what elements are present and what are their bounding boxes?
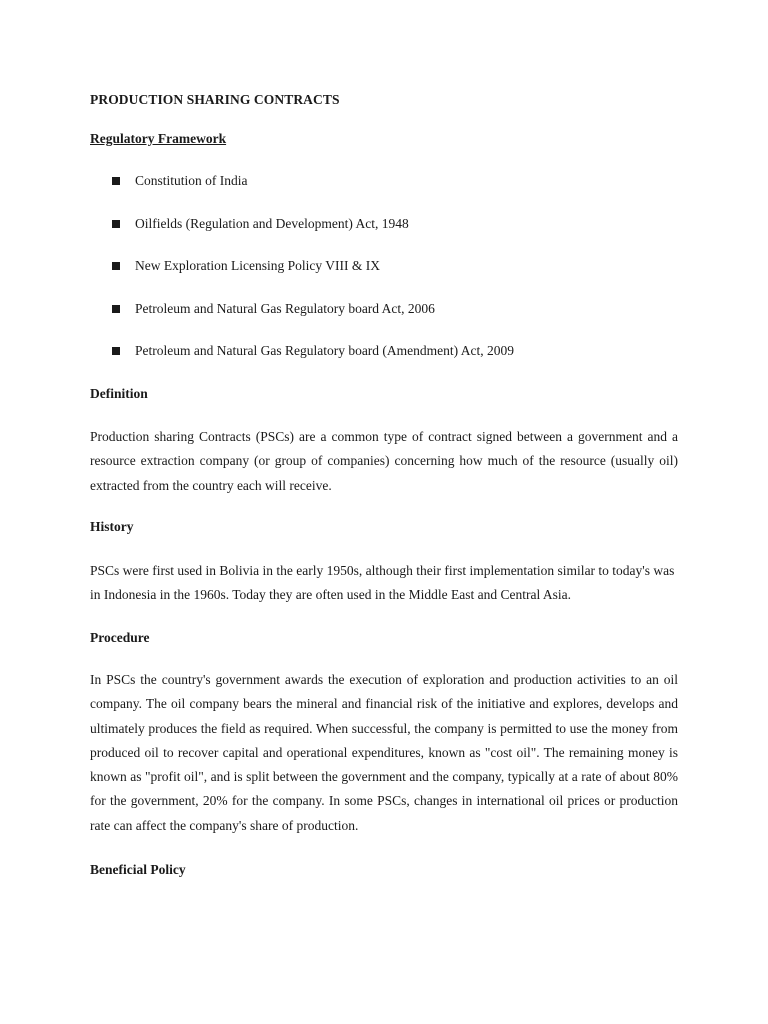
square-bullet-icon [112, 177, 120, 185]
square-bullet-icon [112, 347, 120, 355]
regulatory-framework-list [90, 172, 678, 385]
beneficial-policy-heading: Beneficial Policy [90, 862, 186, 877]
list-item [90, 215, 678, 258]
procedure-paragraph: In PSCs the country's government awards the execution of exploration and production activities to an oil company. The oil company bears the mineral and financial risk of the initiative and explores, develops and ultimately produces the field as required. When successful, the company is permitted to use the money from produced oil to recover capital and operational expenditures, known as "cost oil". The remaining money is known as "profit oil", and is split between the government and the company, typically at a rate of about 80% for the government, 20% for the company. In some PSCs, changes in international oil prices or production rate can affect the company's share of production. [90, 672, 678, 833]
square-bullet-icon [112, 220, 120, 228]
list-item [90, 342, 678, 385]
list-item-text: Oilfields (Regulation and Development) Act, 1948 [135, 215, 409, 231]
list-item [90, 172, 678, 215]
list-item-text: Constitution of India [135, 173, 248, 188]
list-item [90, 300, 678, 343]
list-item [90, 257, 678, 300]
history-heading: History [90, 519, 134, 534]
history-paragraph: PSCs were first used in Bolivia in the early 1950s, although their first implementation similar to today's was in Indonesia in the 1960s. Today they are often used in the Middle East and Central Asia. [90, 563, 675, 603]
square-bullet-icon [112, 262, 120, 270]
regulatory-framework-heading: Regulatory Framework [90, 131, 227, 146]
document-title: PRODUCTION SHARING CONTRACTS [90, 92, 340, 107]
procedure-heading: Procedure [90, 630, 150, 645]
list-item-text: New Exploration Licensing Policy VIII & IX [135, 258, 380, 274]
list-item-text: Petroleum and Natural Gas Regulatory board Act, 2006 [135, 300, 435, 316]
list-item-text: Petroleum and Natural Gas Regulatory board (Amendment) Act, 2009 [135, 343, 515, 359]
square-bullet-icon [112, 305, 120, 313]
definition-heading: Definition [90, 386, 148, 401]
definition-paragraph: Production sharing Contracts (PSCs) are a common type of contract signed between a government and a resource extraction company (or group of companies) concerning how much of the resource (usually oil) extracted from the country each will receive. [90, 429, 678, 493]
